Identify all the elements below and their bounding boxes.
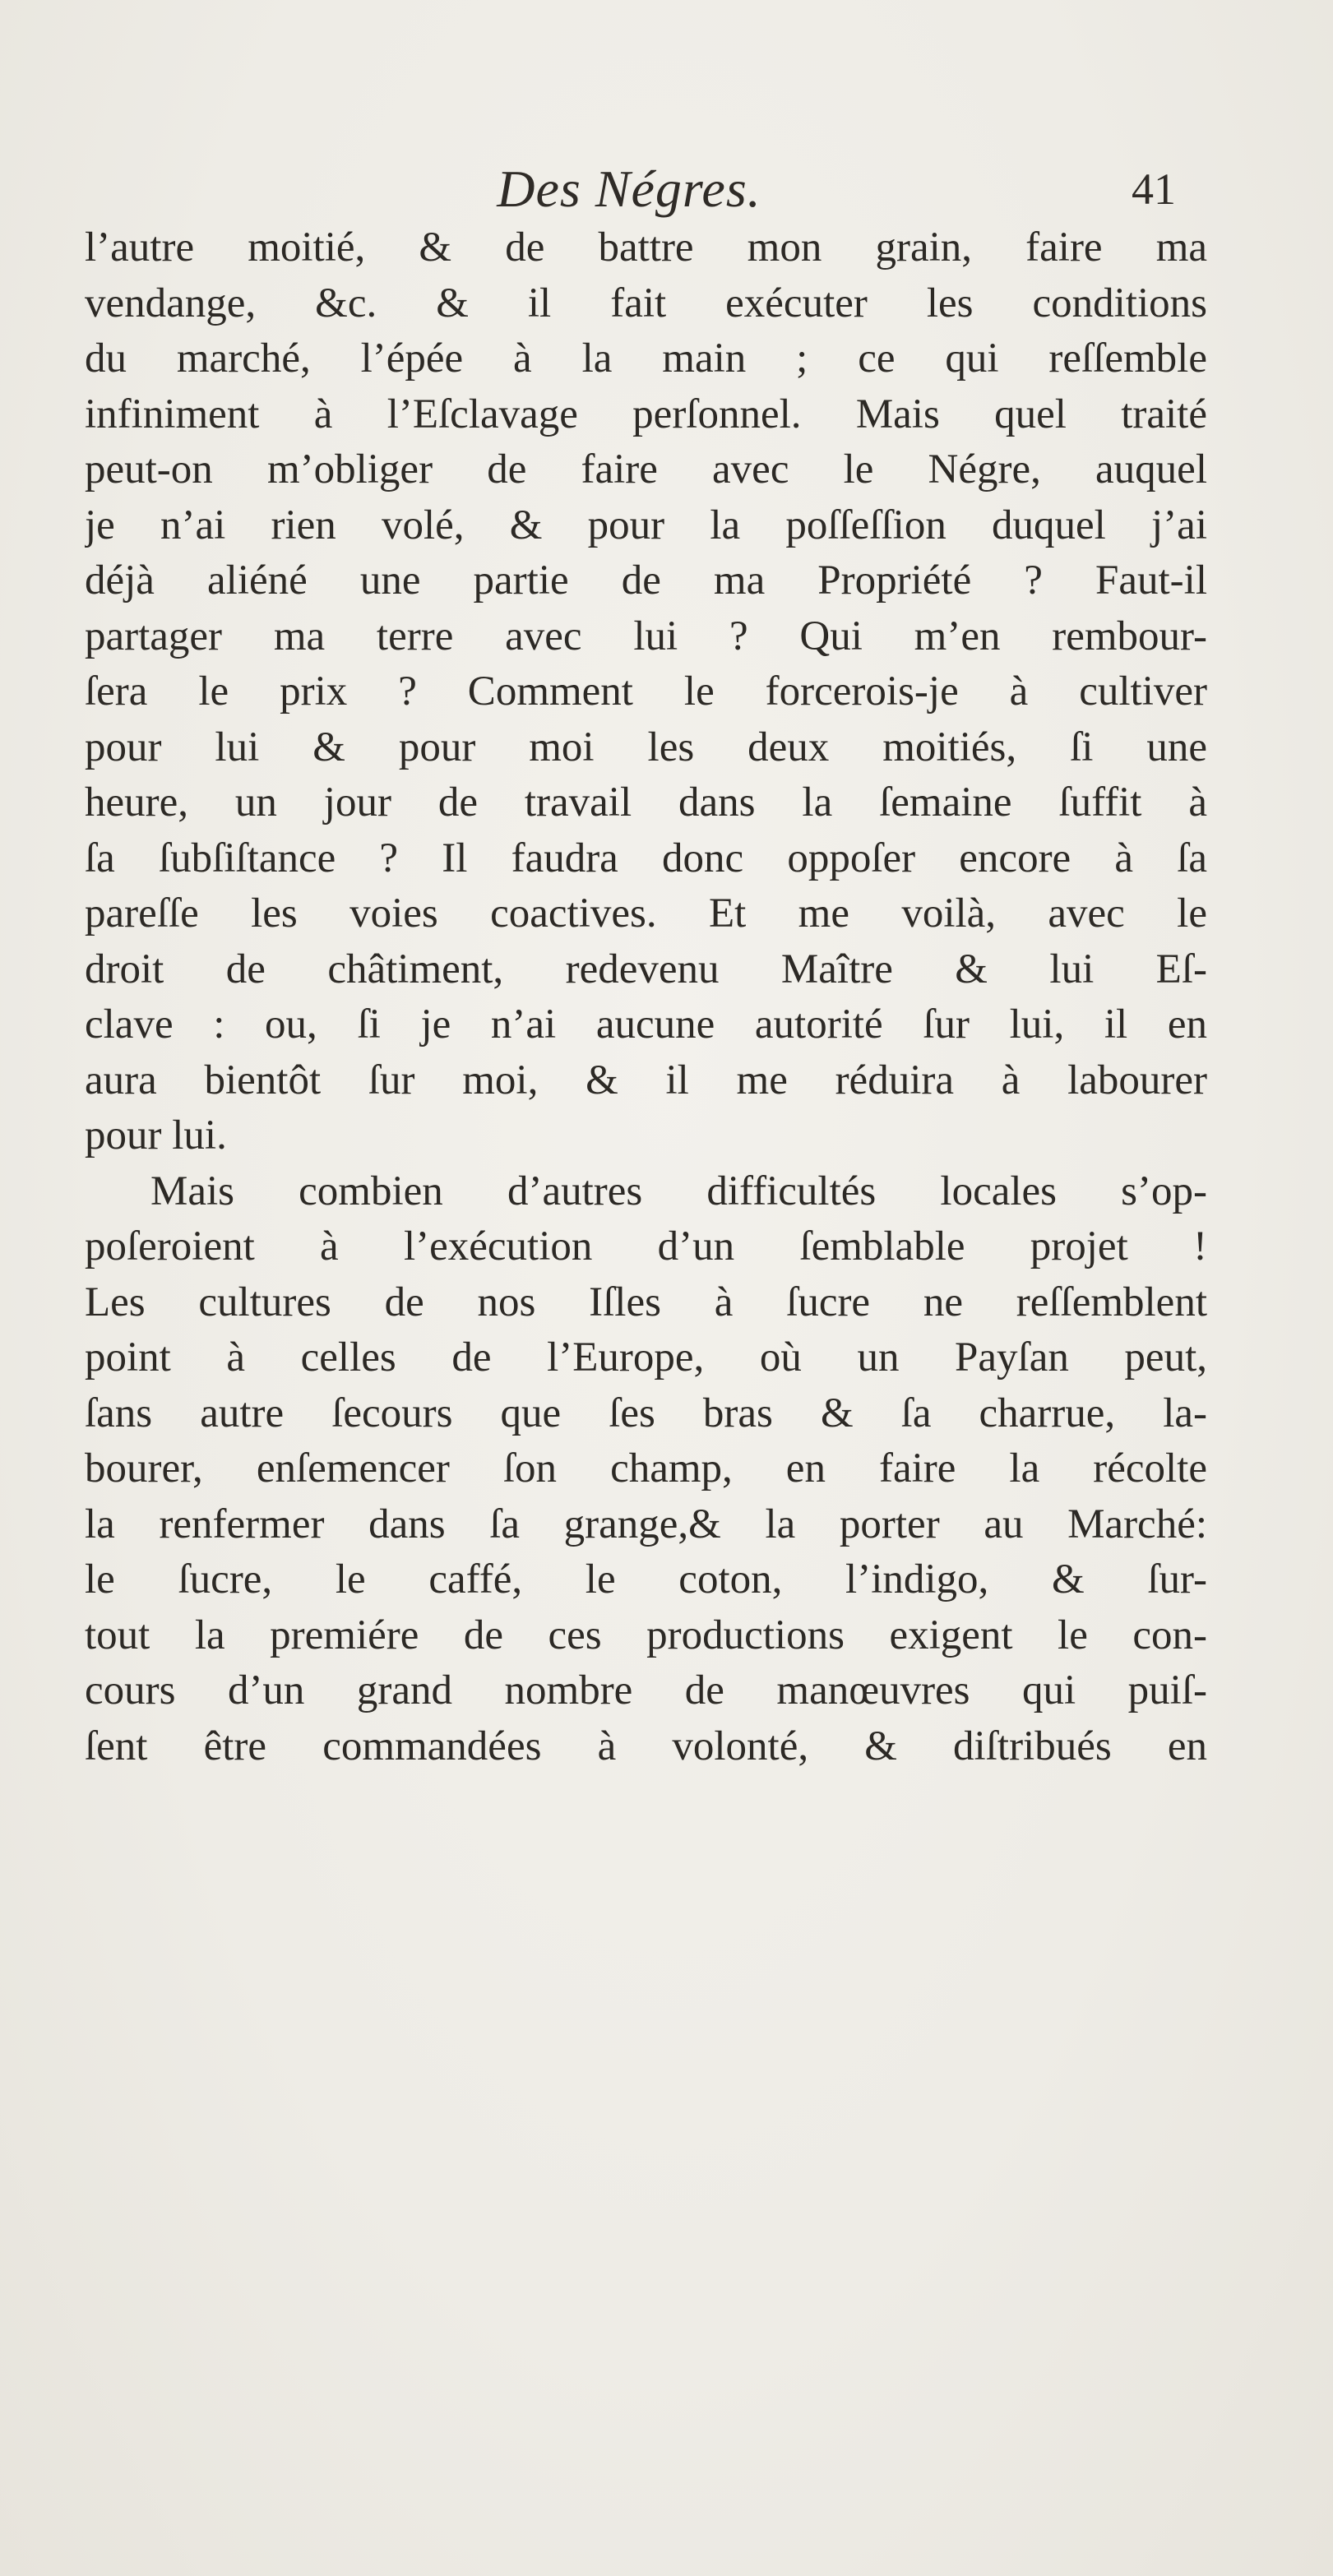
text-line: ſans autre ſecours que ſes bras & ſa charrue, la- bbox=[85, 1390, 1207, 1436]
text-line: partager ma terre avec lui ? Qui m’en rembour- bbox=[85, 613, 1207, 659]
paragraph-1 bbox=[85, 220, 1207, 1164]
text-line: point à celles de l’Europe, où un Payſan peut, bbox=[85, 1334, 1207, 1380]
text-line: Mais combien d’autres difficultés locales s’op- bbox=[150, 1168, 1207, 1214]
text-line: droit de châtiment, redevenu Maître & lui Eſ- bbox=[85, 946, 1207, 992]
text-line: le ſucre, le caffé, le coton, l’indigo, & ſur- bbox=[85, 1556, 1207, 1602]
text-line: clave : ou, ſi je n’ai aucune autorité ſur lui, il en bbox=[85, 1001, 1207, 1048]
text-line: pareſſe les voies coactives. Et me voilà, avec le bbox=[85, 890, 1207, 937]
text-line: poſeroient à l’exécution d’un ſemblable projet ! bbox=[85, 1223, 1207, 1270]
text-line: pour lui & pour moi les deux moitiés, ſi une bbox=[85, 724, 1207, 770]
page-number: 41 bbox=[1132, 164, 1176, 214]
text-line: cours d’un grand nombre de manœuvres qui puiſ- bbox=[85, 1667, 1207, 1713]
text-line: heure, un jour de travail dans la ſemaine ſuffit à bbox=[85, 779, 1207, 826]
text-line: tout la premiére de ces productions exigent le con- bbox=[85, 1612, 1207, 1658]
text-line: du marché, l’épée à la main ; ce qui reſſemble bbox=[85, 335, 1207, 382]
text-line: bourer, enſemencer ſon champ, en faire la récolte bbox=[85, 1445, 1207, 1491]
text-line: ſa ſubſiſtance ? Il faudra donc oppoſer encore à ſa bbox=[85, 835, 1207, 881]
text-line: vendange, &c. & il fait exécuter les conditions bbox=[85, 280, 1207, 326]
text-line: aura bientôt ſur moi, & il me réduira à labourer bbox=[85, 1057, 1207, 1103]
text-line: pour lui. bbox=[85, 1112, 227, 1159]
text-line: infiniment à l’Eſclavage perſonnel. Mais quel traité bbox=[85, 391, 1207, 437]
body-text bbox=[85, 220, 1207, 1774]
running-title: Des Négres. bbox=[497, 160, 761, 218]
page-header bbox=[82, 156, 1176, 222]
text-line: peut-on m’obliger de faire avec le Négre, auquel bbox=[85, 446, 1207, 493]
text-line: l’autre moitié, & de battre mon grain, faire ma bbox=[85, 224, 1207, 271]
paragraph-2 bbox=[85, 1164, 1207, 1775]
text-line: ſera le prix ? Comment le forcerois-je à cultiver bbox=[85, 668, 1207, 715]
text-line: ſent être commandées à volonté, & diſtribués en bbox=[85, 1723, 1207, 1769]
text-line: Les cultures de nos Iſles à ſucre ne reſſemblent bbox=[85, 1279, 1207, 1325]
text-line: déjà aliéné une partie de ma Propriété ? Faut-il bbox=[85, 557, 1207, 604]
text-line: je n’ai rien volé, & pour la poſſeſſion duquel j’ai bbox=[85, 502, 1207, 548]
text-line: la renfermer dans ſa grange,& la porter au Marché: bbox=[85, 1501, 1207, 1547]
